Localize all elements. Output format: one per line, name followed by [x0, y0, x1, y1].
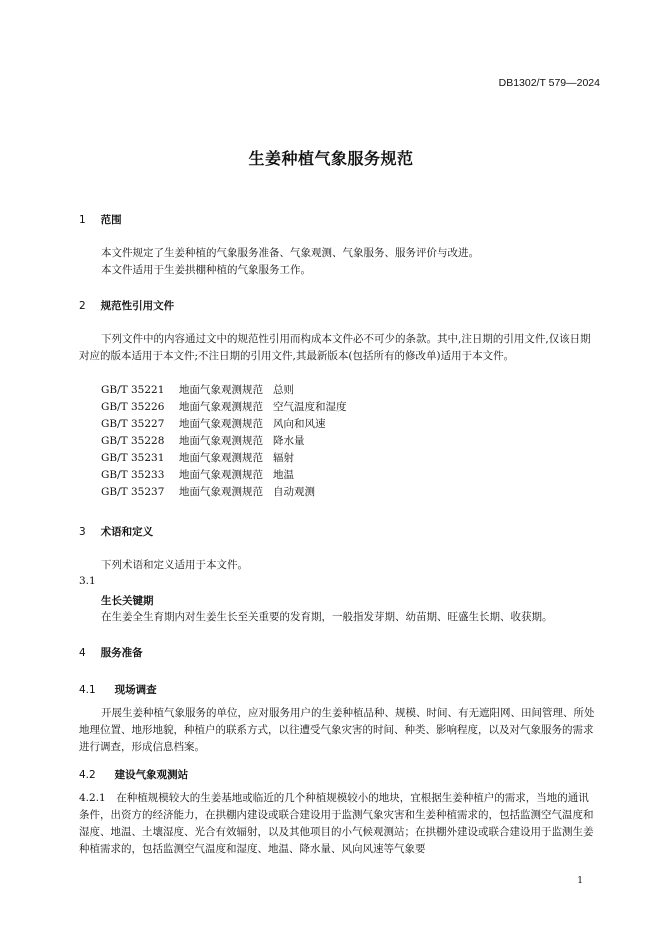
- ref-topic: 地温: [273, 469, 294, 481]
- paragraph: 下列文件中的内容通过文中的规范性引用而构成本文件必不可少的条款。其中,注日期的引用文件,仅该日期对应的版本适用于本文件;不注日期的引用文件,其最新版本(包括所有的修改单)适用于本文件。: [79, 333, 591, 362]
- section-number: 4.2: [79, 769, 96, 781]
- term-name: 生长关键期: [101, 595, 154, 607]
- subsection-4-2-heading: [79, 767, 188, 782]
- subsection-4-1-heading: [79, 682, 157, 697]
- section-2-heading: [79, 298, 174, 313]
- section-title: 术语和定义: [100, 526, 154, 538]
- ref-topic: 降水量: [273, 435, 305, 447]
- ref-name: 地面气象观测规范: [179, 384, 263, 396]
- ref-code: GB/T 35228: [101, 435, 165, 447]
- ref-code: GB/T 35221: [101, 384, 165, 396]
- ref-code: GB/T 35231: [101, 452, 165, 464]
- section-title: 服务准备: [100, 647, 143, 659]
- section-title: 范围: [100, 214, 122, 226]
- term-number: 3.1: [79, 575, 96, 587]
- ref-code: GB/T 35233: [101, 469, 165, 481]
- section-number: 3: [79, 526, 86, 538]
- section-title: 规范性引用文件: [100, 300, 175, 312]
- section-number: 2: [79, 300, 86, 312]
- term-definition: 在生姜全生育期内对生姜生长至关重要的发育期，一般指发芽期、幼苗期、旺盛生长期、收获期。: [101, 611, 553, 623]
- ref-name: 地面气象观测规范: [179, 435, 263, 447]
- section-1-heading: [79, 212, 122, 227]
- standard-number: DB1302/T 579—2024: [498, 77, 600, 89]
- reference-item: [101, 450, 347, 467]
- section-title: 建设气象观测站: [114, 769, 189, 781]
- reference-item: [101, 484, 347, 501]
- ref-name: 地面气象观测规范: [179, 486, 263, 498]
- ref-code: GB/T 35237: [101, 486, 165, 498]
- section-title: 现场调查: [114, 684, 157, 696]
- page-number: 1: [577, 876, 583, 886]
- ref-topic: 总则: [273, 384, 294, 396]
- ref-name: 地面气象观测规范: [179, 469, 263, 481]
- paragraph: 本文件规定了生姜种植的气象服务准备、气象观测、气象服务、服务评价与改进。: [101, 247, 479, 259]
- ref-name: 地面气象观测规范: [179, 452, 263, 464]
- ref-name: 地面气象观测规范: [179, 401, 263, 413]
- ref-topic: 空气温度和湿度: [273, 401, 347, 413]
- reference-item: [101, 467, 347, 484]
- reference-list: [101, 382, 347, 501]
- reference-item: [101, 382, 347, 399]
- ref-code: GB/T 35226: [101, 401, 165, 413]
- paragraph: 4.2.1 在种植规模较大的生姜基地或临近的几个种植规模较小的地块，宜根据生姜种植户的需求，当地的通讯条件，出资方的经济能力，在拱棚内建设或联合建设用于监测气象灾害和生姜种植需求的，包括监测空气温度和湿度、地温、土壤湿度、光合有效辐射，以及其他项目的小气候观测站；在拱棚外建设或联合建设用于监测生姜种植需求的，包括监测空气温度和湿度、地温、降水量、风向风速等气象要: [79, 792, 594, 855]
- reference-item: [101, 433, 347, 450]
- section-3-heading: [79, 524, 153, 539]
- section-number: 4: [79, 647, 86, 659]
- section-number: 4.1: [79, 684, 96, 696]
- reference-item: [101, 399, 347, 416]
- section-number: 1: [79, 214, 86, 226]
- paragraph: 开展生姜种植气象服务的单位，应对服务用户的生姜种植品种、规模、时间、有无遮阳网、田间管理、所处地理位置、地形地貌，种植户的联系方式，以往遭受气象灾害的时间、种类、影响程度，以及对气象服务的需求进行调查，形成信息档案。: [79, 707, 595, 753]
- ref-topic: 自动观测: [273, 486, 315, 498]
- ref-name: 地面气象观测规范: [179, 418, 263, 430]
- ref-code: GB/T 35227: [101, 418, 165, 430]
- reference-item: [101, 416, 347, 433]
- section-4-heading: [79, 645, 143, 660]
- paragraph: 下列术语和定义适用于本文件。: [101, 559, 248, 571]
- document-title: 生姜种植气象服务规范: [248, 149, 414, 168]
- ref-topic: 风向和风速: [273, 418, 326, 430]
- ref-topic: 辐射: [273, 452, 294, 464]
- paragraph: 本文件适用于生姜拱棚种植的气象服务工作。: [101, 264, 311, 276]
